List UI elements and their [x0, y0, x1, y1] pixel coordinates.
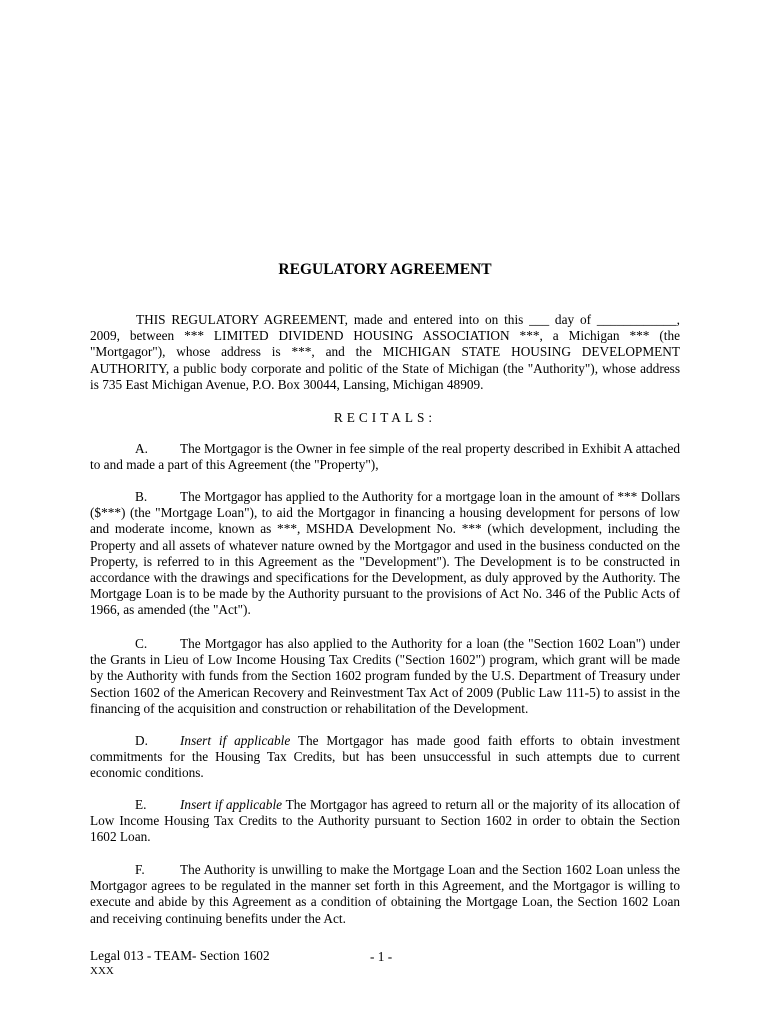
recital-letter: A.: [135, 441, 148, 456]
recital-a: [90, 441, 680, 473]
recital-text: The Mortgagor has applied to the Authority for a mortgage loan in the amount of *** Dollars ($***) (the "Mortgage Loan"), to aid the Mortgagor in financing a housing development for persons of low and moderate income, known as ***, MSHDA Development No. *** (which development, including the Property and all assets of whatever nature owned by the Mortgagor and used in the business conducted on the Property, is referred to in this Agreement as the "Development"). The Development is to be constructed in accordance with the drawings and specifications for the Development, as duly approved by the Authority. The Mortgage Loan is to be made by the Authority pursuant to the provisions of Act No. 346 of the Public Acts of 1966, as amended (the "Act").: [90, 489, 680, 618]
recital-letter: C.: [135, 636, 148, 651]
recital-text: The Mortgagor has agreed to return all or the majority of its allocation of Low Income Housing Tax Credits to the Authority pursuant to Section 1602 in order to obtain the Section 1602 Loan.: [90, 797, 680, 845]
document-title: REGULATORY AGREEMENT: [278, 261, 492, 278]
insert-note: Insert if applicable: [180, 733, 291, 748]
footer-code: XXX: [90, 965, 114, 977]
recital-letter: B.: [135, 489, 148, 504]
recital-letter: F.: [135, 862, 145, 877]
page-number: - 1 -: [370, 949, 393, 964]
recital-text: The Mortgagor is the Owner in fee simple of the real property described in Exhibit A attached to and made a part of this Agreement (the "Property"),: [90, 441, 680, 473]
recitals-heading: RECITALS:: [333, 410, 437, 425]
recital-d: [90, 733, 680, 782]
recital-text: The Mortgagor has also applied to the Authority for a loan (the "Section 1602 Loan") under the Grants in Lieu of Low Income Housing Tax Credits ("Section 1602") program, which grant will be made by the Authority with funds from the Section 1602 program funded by the U.S. Department of Treasury under Section 1602 of the American Recovery and Reinvestment Tax Act of 2009 (Public Law 111-5) to assist in the financing of the acquisition and construction or rehabilitation of the Development.: [90, 636, 680, 716]
recital-e: [90, 797, 680, 846]
recital-text: The Authority is unwilling to make the Mortgage Loan and the Section 1602 Loan unless the Mortgagor agrees to be regulated in the manner set forth in this Agreement, and the Mortgagor is willing to execute and abide by this Agreement as a condition of obtaining the Mortgage Loan, the Section 1602 Loan and receiving continuing benefits under the Act.: [90, 862, 680, 926]
intro-paragraph: THIS REGULATORY AGREEMENT, made and entered into on this ___ day of ____________, 2009, between *** LIMITED DIVIDEND HOUSING ASSOCIATION ***, a Michigan *** (the "Mortgagor"), whose address is ***, and the MICHIGAN STATE HOUSING DEVELOPMENT AUTHORITY, a public body corporate and politic of the State of Michigan (the "Authority"), whose address is 735 East Michigan Avenue, P.O. Box 30044, Lansing, Michigan 48909.: [90, 312, 680, 392]
recital-text: The Mortgagor has made good faith efforts to obtain investment commitments for the Housing Tax Credits, but has been unsuccessful in such attempts due to current economic conditions.: [90, 733, 680, 781]
recital-f: [90, 862, 680, 927]
footer-reference: Legal 013 - TEAM- Section 1602: [90, 948, 270, 963]
recital-letter: D.: [135, 733, 148, 748]
recital-letter: E.: [135, 797, 147, 812]
recital-b: [90, 489, 680, 619]
recital-c: [90, 636, 680, 717]
insert-note: Insert if applicable: [180, 797, 283, 812]
